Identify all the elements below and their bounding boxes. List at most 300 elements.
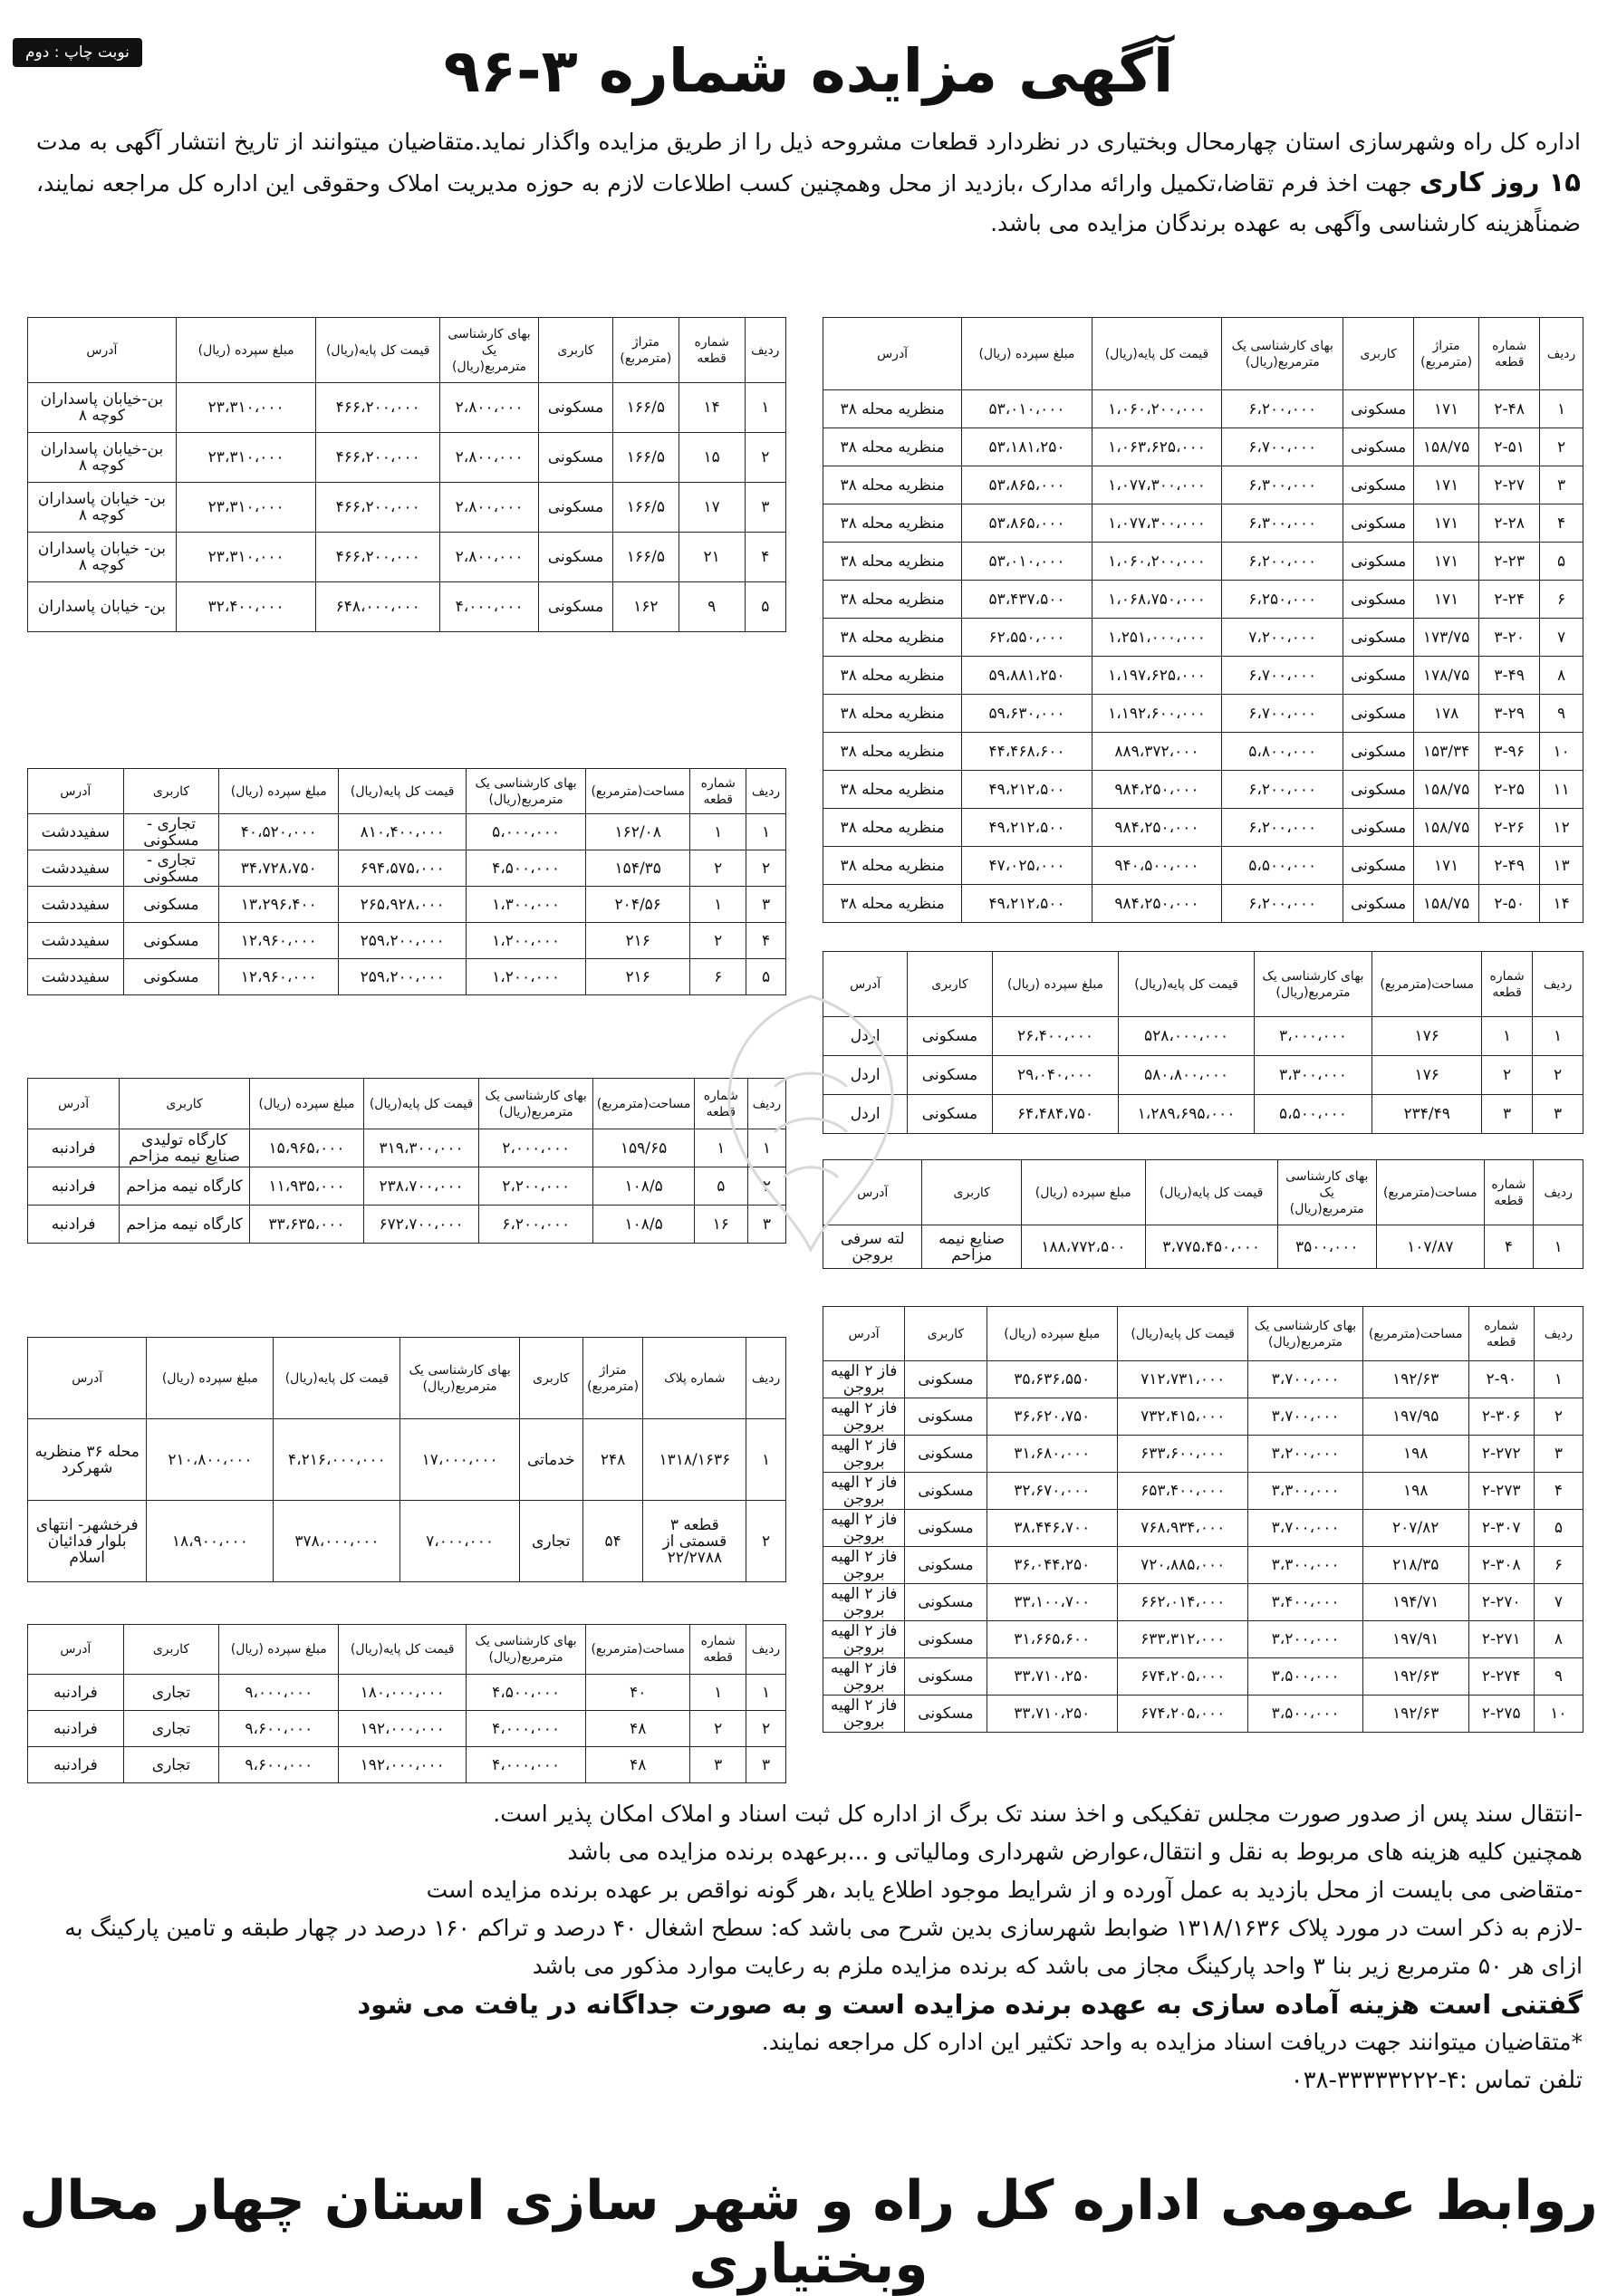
column-header: مبلغ سپرده (ریال) [962,318,1092,390]
column-header: مبلغ سپرده (ریال) [176,318,316,383]
table-cell: ۴ [1540,504,1583,543]
table-cell: ۷ [1534,1584,1583,1621]
table-cell: ۱ [690,814,746,850]
table-row [28,850,786,887]
table-cell: ۱،۰۶۳،۶۲۵،۰۰۰ [1092,428,1222,466]
column-header: قیمت کل پایه(ریال) [316,318,439,383]
table-cell: ۴،۰۰۰،۰۰۰ [439,582,538,632]
table-cell: ۳۱،۶۶۵،۶۰۰ [987,1621,1117,1658]
table-row [28,1711,786,1747]
table-cell: ۴،۲۱۶،۰۰۰،۰۰۰ [274,1419,400,1501]
column-header: کاربری [519,1338,582,1419]
table-cell: ۶۶۲،۰۱۴،۰۰۰ [1117,1584,1247,1621]
table-cell: ۶،۲۰۰،۰۰۰ [1222,885,1343,923]
table-cell: ۶ [1540,581,1583,619]
table-cell: منظریه محله ۳۸ [823,428,962,466]
table-cell: مسکونی [905,1473,987,1510]
table-cell: ۹ [1534,1658,1583,1696]
table-cell: ۲۳،۳۱۰،۰۰۰ [176,483,316,533]
table-cell: ۹ [679,582,745,632]
table-cell: ۲-۲۳ [1479,543,1540,581]
table-cell: ۱۳ [1540,847,1583,885]
column-header: بهای کارشناسی یک مترمربع(ریال) [1248,1307,1362,1361]
column-header: قیمت کل پایه(ریال) [1117,1307,1247,1361]
table-cell: ۶،۲۰۰،۰۰۰ [1222,771,1343,809]
table-cell: ۱۹۲،۰۰۰،۰۰۰ [339,1747,467,1783]
table-row [823,581,1583,619]
table-faradonbeh-commercial [27,1624,786,1783]
table-cell: ۲۱ [679,533,745,582]
table-cell: ۱ [745,383,785,433]
table-cell: ۴ [1484,1225,1534,1269]
table-cell: ۲۳۸،۷۰۰،۰۰۰ [364,1167,479,1206]
table-cell: ۹۴۰،۵۰۰،۰۰۰ [1092,847,1222,885]
table-cell: ۱،۰۶۰،۲۰۰،۰۰۰ [1092,543,1222,581]
table-cell: ۵۹،۸۸۱،۲۵۰ [962,657,1092,695]
table-row [823,657,1583,695]
table-cell: ۱۹۸ [1362,1436,1468,1473]
column-header: آدرس [823,952,908,1017]
table-cell: ۱۷۱ [1414,504,1479,543]
table-cell: ۲-۲۵ [1479,771,1540,809]
table-cell: ۲۱۸/۳۵ [1362,1547,1468,1584]
table-cell: مسکونی [908,1017,992,1056]
table-cell: مسکونی [1343,695,1414,733]
table-cell: فاز ۲ الهیه بروجن [823,1510,905,1547]
table-cell: ۱ [694,1129,747,1167]
table-cell: ۸ [1540,657,1583,695]
table-cell: ۲،۸۰۰،۰۰۰ [439,383,538,433]
table-cell: ۶۳۳،۳۱۲،۰۰۰ [1117,1621,1247,1658]
table-cell: ۳،۳۰۰،۰۰۰ [1248,1473,1362,1510]
table-cell: صنایع نیمه مزاحم [922,1225,1021,1269]
table-row [28,483,786,533]
table-cell: ۱۷۱ [1414,390,1479,428]
table-cell: ۲۱۰،۸۰۰،۰۰۰ [147,1419,274,1501]
table-cell: فاز ۲ الهیه بروجن [823,1361,905,1398]
table-cell: ۱،۲۰۰،۰۰۰ [467,923,586,959]
table-cell: ۳۴،۷۲۸،۷۵۰ [219,850,339,887]
table-cell: ۶۹۴،۵۷۵،۰۰۰ [339,850,467,887]
table-cell: ۲۱۶ [586,923,690,959]
column-header: متراژ (مترمربع) [1414,318,1479,390]
column-header: بهای کارشناسی یک مترمربع(ریال) [400,1338,519,1419]
table-cell: مسکونی [908,1095,992,1134]
column-header: بهای کارشناسی یک مترمربع(ریال) [1222,318,1343,390]
table-cell: ۱۸۸،۷۷۲،۵۰۰ [1021,1225,1145,1269]
column-header: شماره قطعه [1468,1307,1534,1361]
column-header: شماره قطعه [679,318,745,383]
table-cell: ۶ [1534,1547,1583,1584]
column-header: بهای کارشناسی یک مترمربع(ریال) [1277,1160,1376,1225]
table-cell: فرادنبه [28,1167,120,1206]
table-cell: ۲ [1482,1056,1533,1095]
table-ben-pasdaran [27,317,786,632]
table-cell: ۱۷،۰۰۰،۰۰۰ [400,1419,519,1501]
table-row [823,1017,1583,1056]
table-cell: ۴۶۶،۲۰۰،۰۰۰ [316,383,439,433]
table-cell: ۳،۳۰۰،۰۰۰ [1248,1547,1362,1584]
table-cell: مسکونی [539,383,613,433]
table-cell: ۵ [745,582,785,632]
table-cell: ۳ [746,887,786,923]
table-row [823,809,1583,847]
table-cell: ۴۶۶،۲۰۰،۰۰۰ [316,433,439,483]
table-cell: ۷۶۸،۹۳۴،۰۰۰ [1117,1510,1247,1547]
table-cell: ۵،۸۰۰،۰۰۰ [1222,733,1343,771]
column-header: کاربری [1343,318,1414,390]
table-cell: ۱۵۸/۷۵ [1414,885,1479,923]
table-row [823,1696,1583,1733]
table-cell: ۱ [1534,1225,1583,1269]
table-cell: تجاری [123,1711,219,1747]
table-cell: ۲-۲۷۱ [1468,1621,1534,1658]
column-header: قیمت کل پایه(ریال) [1092,318,1222,390]
footer-signature: روابط عمومی اداره کل راه و شهر سازی استان چهار محال وبختیاری [19,2169,1598,2296]
table-cell: ۱،۱۹۷،۶۲۵،۰۰۰ [1092,657,1222,695]
table-cell: ۱،۳۰۰،۰۰۰ [467,887,586,923]
column-header: مبلغ سپرده (ریال) [249,1079,364,1129]
table-cell: ۳،۲۰۰،۰۰۰ [1248,1436,1362,1473]
column-header: شماره قطعه [690,1625,746,1675]
table-cell: ۱۵۸/۷۵ [1414,428,1479,466]
table-cell: منظریه محله ۳۸ [823,657,962,695]
intro-text-1: اداره کل راه وشهرسازی استان چهارمحال وبختیاری در نظردارد قطعات مشروحه ذیل را از طریق مزایده واگذار نماید.متقاضیان میتوانند از تاریخ انتشار آگهی به مدت [36,129,1581,155]
table-cell: مسکونی [905,1621,987,1658]
table-cell: ۶۴،۴۸۴،۷۵۰ [992,1095,1119,1134]
column-header: آدرس [823,1307,905,1361]
column-header: شماره پلاک [643,1338,746,1419]
table-cell: ۱۹۷/۹۱ [1362,1621,1468,1658]
table-row [823,1621,1583,1658]
table-cell: ۲-۵۱ [1479,428,1540,466]
table-cell: کارگاه نیمه مزاحم [120,1167,249,1206]
note-costs: همچنین کلیه هزینه های مربوط به نقل و انتقال،عوارض شهرداری ومالیاتی و ...برعهده برنده مزایده می باشد [567,1839,1583,1865]
table-row [28,1167,786,1206]
table-cell: ۱۶۲ [612,582,679,632]
table-cell: ۲ [1540,428,1583,466]
table-cell: ۲-۲۷ [1479,466,1540,504]
table-cell: ۹،۶۰۰،۰۰۰ [219,1711,339,1747]
table-cell: مسکونی [1343,809,1414,847]
table-row [823,847,1583,885]
column-header: قیمت کل پایه(ریال) [364,1079,479,1129]
table-cell: ۲-۳۰۸ [1468,1547,1534,1584]
table-cell: ۳،۰۰۰،۰۰۰ [1254,1017,1372,1056]
table-cell: بن- خیابان پاسداران کوچه ۸ [28,533,177,582]
table-cell: ۳،۴۰۰،۰۰۰ [1248,1584,1362,1621]
table-cell: فاز ۲ الهیه بروجن [823,1398,905,1436]
table-cell: ۶ [690,959,746,995]
table-cell: ۲-۹۰ [1468,1361,1534,1398]
note-visit: -متقاضی می بایست از محل بازدید به عمل آورده و از شرایط موجود اطلاع یابد ،هر گونه نواقص بر عهده برنده مزایده است [426,1877,1583,1903]
table-cell: مسکونی [1343,657,1414,695]
table-cell: منظریه محله ۳۸ [823,809,962,847]
table-cell: فرخشهر- انتهای بلوار فدائیان اسلام [28,1501,147,1582]
table-cell: ۶۳۳،۶۰۰،۰۰۰ [1117,1436,1247,1473]
table-ardal [823,951,1583,1134]
table-cell: ۴۸ [586,1747,690,1783]
table-cell: مسکونی [905,1361,987,1398]
table-cell: ۶،۳۰۰،۰۰۰ [1222,466,1343,504]
table-cell: مسکونی [1343,390,1414,428]
table-cell: ۹ [1540,695,1583,733]
table-cell: ۵ [694,1167,747,1206]
table-cell: ۲ [746,1501,786,1582]
table-cell: ۴۶۶،۲۰۰،۰۰۰ [316,483,439,533]
table-cell: ۱۷۱ [1414,543,1479,581]
table-cell: ۱۴ [679,383,745,433]
table-cell: محله ۳۶ منظریه شهرکرد [28,1419,147,1501]
table-cell: منظریه محله ۳۸ [823,466,962,504]
table-cell: اردل [823,1017,908,1056]
table-cell: ۲۵۹،۲۰۰،۰۰۰ [339,923,467,959]
table-cell: ۴۸ [586,1711,690,1747]
table-cell: ۶،۲۵۰،۰۰۰ [1222,581,1343,619]
column-header: مساحت(مترمربع) [1376,1160,1484,1225]
table-cell: ۳،۵۰۰،۰۰۰ [1248,1658,1362,1696]
table-cell: ۱۵۹/۶۵ [593,1129,694,1167]
table-cell: ۱۷۳/۷۵ [1414,619,1479,657]
table-cell: ۲۰۴/۵۶ [586,887,690,923]
table-cell: ۳۸،۴۴۶،۷۰۰ [987,1510,1117,1547]
table-cell: ۵۳،۸۶۵،۰۰۰ [962,466,1092,504]
table-row [823,1361,1583,1398]
table-cell: خدماتی [519,1419,582,1501]
table-cell: ۳۵،۶۳۶،۵۵۰ [987,1361,1117,1398]
table-cell: ۴ [745,533,785,582]
table-cell: ۳-۹۶ [1479,733,1540,771]
table-cell: ۵۲۸،۰۰۰،۰۰۰ [1119,1017,1254,1056]
table-row [823,885,1583,923]
table-cell: مسکونی [1343,847,1414,885]
intro-text-2: جهت اخذ فرم تقاضا،تکمیل وارائه مدارک ،بازدید از محل وهمچنین کسب اطلاعات لازم به حوزه مدیریت املاک وحقوقی این اداره کل مراجعه نمایند، ضمناًهزینه کارشناسی وآگهی به عهده برندگان مزایده می باشد. [36,170,1581,236]
table-cell: ۲ [746,1711,786,1747]
table-cell: ۲ [690,923,746,959]
table-cell: ۷۲۰،۸۸۵،۰۰۰ [1117,1547,1247,1584]
table-cell: مسکونی [1343,428,1414,466]
table-cell: ۴،۰۰۰،۰۰۰ [467,1747,586,1783]
table-cell: ۱۹۲/۶۳ [1362,1658,1468,1696]
table-cell: ۲۳،۳۱۰،۰۰۰ [176,433,316,483]
page-title: آگهی مزایده شماره ۳-۹۶ [443,36,1174,106]
table-cell: ۳-۲۰ [1479,619,1540,657]
table-faradonbeh-workshops [27,1078,786,1244]
table-cell: ۳،۵۰۰،۰۰۰ [1248,1696,1362,1733]
column-header: مساحت(مترمربع) [593,1079,694,1129]
table-cell: ۱،۲۰۰،۰۰۰ [467,959,586,995]
column-header: مبلغ سپرده (ریال) [219,1625,339,1675]
table-cell: ۲ [1533,1056,1583,1095]
column-header: شماره قطعه [1479,318,1540,390]
column-header: آدرس [28,1338,147,1419]
column-header: قیمت کل پایه(ریال) [1145,1160,1277,1225]
table-cell: ۱ [690,887,746,923]
column-header: آدرس [28,1079,120,1129]
table-cell: مسکونی [905,1547,987,1584]
table-cell: ۱ [746,1675,786,1711]
table-cell: فاز ۲ الهیه بروجن [823,1658,905,1696]
table-cell: ۱۵۴/۳۵ [586,850,690,887]
table-cell: منظریه محله ۳۸ [823,885,962,923]
table-cell: ۲۳،۳۱۰،۰۰۰ [176,383,316,433]
table-cell: ۵ [746,959,786,995]
contact-phone: تلفن تماس :۴-۳۳۳۳۳۲۲۲-۰۳۸ [1290,2067,1583,2094]
table-cell: سفیددشت [28,959,124,995]
table-cell: ۹۸۴،۲۵۰،۰۰۰ [1092,885,1222,923]
table-row [823,1658,1583,1696]
table-cell: فاز ۲ الهیه بروجن [823,1696,905,1733]
table-cell: مسکونی [539,433,613,483]
column-header: شماره قطعه [1484,1160,1534,1225]
column-header: کاربری [908,952,992,1017]
table-cell: ۳۲،۴۰۰،۰۰۰ [176,582,316,632]
table-cell: مسکونی [1343,543,1414,581]
table-cell: ۱۵،۹۶۵،۰۰۰ [249,1129,364,1167]
table-cell: لته سرفی بروجن [823,1225,922,1269]
table-cell: ۴۰،۵۲۰،۰۰۰ [219,814,339,850]
table-cell: ۱۹۲،۰۰۰،۰۰۰ [339,1711,467,1747]
table-cell: ۸۸۹،۳۷۲،۰۰۰ [1092,733,1222,771]
table-cell: مسکونی [1343,466,1414,504]
table-cell: ۱۵ [679,433,745,483]
table-cell: ۲،۸۰۰،۰۰۰ [439,483,538,533]
table-cell: ۲۰۷/۸۲ [1362,1510,1468,1547]
table-cell: ۴۴،۴۶۸،۶۰۰ [962,733,1092,771]
table-cell: ۲-۳۰۶ [1468,1398,1534,1436]
column-header: قیمت کل پایه(ریال) [339,1625,467,1675]
table-cell: ۴۰ [586,1675,690,1711]
table-cell: ۱ [1533,1017,1583,1056]
table-cell: تجاری [123,1675,219,1711]
table-row [28,1129,786,1167]
table-cell: ۱۶۶/۵ [612,483,679,533]
table-cell: ۱،۲۸۹،۶۹۵،۰۰۰ [1119,1095,1254,1134]
table-cell: اردل [823,1056,908,1095]
table-cell: ۳ [1534,1436,1583,1473]
table-cell: ۷ [1540,619,1583,657]
column-header: بهای کارشناسی یک مترمربع(ریال) [1254,952,1372,1017]
column-header: مساحت(مترمربع) [1372,952,1482,1017]
table-cell: ۳۷۸،۰۰۰،۰۰۰ [274,1501,400,1582]
table-cell: ۱۳۱۸/۱۶۳۶ [643,1419,746,1501]
table-cell: ۵۸۰،۸۰۰،۰۰۰ [1119,1056,1254,1095]
table-cell: ۶،۷۰۰،۰۰۰ [1222,695,1343,733]
table-row [823,1398,1583,1436]
table-row [823,695,1583,733]
table-cell: مسکونی [908,1056,992,1095]
table-cell: سفیددشت [28,814,124,850]
column-header: کاربری [922,1160,1021,1225]
table-cell: ۵۳،۰۱۰،۰۰۰ [962,543,1092,581]
table-cell: ۲،۰۰۰،۰۰۰ [478,1129,593,1167]
table-cell: ۳۲،۶۷۰،۰۰۰ [987,1473,1117,1510]
column-header: ردیف [746,1625,786,1675]
table-cell: ۳ [690,1747,746,1783]
table-row [28,383,786,433]
table-cell: ۱ [1482,1017,1533,1056]
table-cell: ۳۶،۶۲۰،۷۵۰ [987,1398,1117,1436]
table-row [823,1584,1583,1621]
table-row [823,428,1583,466]
table-cell: ۲-۲۷۰ [1468,1584,1534,1621]
column-header: متراژ (مترمربع) [582,1338,643,1419]
table-cell: ۳،۷۰۰،۰۰۰ [1248,1361,1362,1398]
table-cell: ۶،۲۰۰،۰۰۰ [1222,390,1343,428]
table-row [823,771,1583,809]
table-cell: ۳ [1533,1095,1583,1134]
table-row [823,619,1583,657]
table-cell: ۶۴۸،۰۰۰،۰۰۰ [316,582,439,632]
table-cell: بن-خیابان پاسداران کوچه ۸ [28,433,177,483]
table-cell: ۳،۳۰۰،۰۰۰ [1254,1056,1372,1095]
table-cell: مسکونی [1343,733,1414,771]
table-cell: کارگاه تولیدی صنایع نیمه مزاحم [120,1129,249,1167]
table-cell: ۶،۳۰۰،۰۰۰ [1222,504,1343,543]
table-cell: ۲۹،۰۴۰،۰۰۰ [992,1056,1119,1095]
table-cell: ۲۴۸ [582,1419,643,1501]
table-cell: ۳۳،۷۱۰،۲۵۰ [987,1658,1117,1696]
table-cell: ۱۷۱ [1414,847,1479,885]
table-cell: ۳-۲۹ [1479,695,1540,733]
column-header: کاربری [123,1625,219,1675]
column-header: بهای کارشناسی یک مترمربع(ریال) [439,318,538,383]
table-cell: ۱۶۶/۵ [612,433,679,483]
table-cell: ۱،۰۷۷،۳۰۰،۰۰۰ [1092,466,1222,504]
table-cell: مسکونی [1343,771,1414,809]
column-header: مبلغ سپرده (ریال) [147,1338,274,1419]
table-row [28,1675,786,1711]
table-cell: ۴،۵۰۰،۰۰۰ [467,850,586,887]
table-cell: ۵۳،۰۱۰،۰۰۰ [962,390,1092,428]
column-header: مساحت(مترمربع) [1362,1307,1468,1361]
table-cell: ۲۶۵،۹۲۸،۰۰۰ [339,887,467,923]
table-cell: ۲-۴۸ [1479,390,1540,428]
table-cell: ۳ [745,483,785,533]
table-cell: بن- خیابان پاسداران کوچه ۸ [28,483,177,533]
table-cell: بن-خیابان پاسداران کوچه ۸ [28,383,177,433]
table-cell: ۴۶۶،۲۰۰،۰۰۰ [316,533,439,582]
table-cell: ۳۳،۱۰۰،۷۰۰ [987,1584,1117,1621]
table-cell: ۱۶۶/۵ [612,533,679,582]
table-cell: ۱۰۸/۵ [593,1167,694,1206]
column-header: قیمت کل پایه(ریال) [274,1338,400,1419]
table-cell: ۶۷۴،۲۰۵،۰۰۰ [1117,1696,1247,1733]
table-cell: ۲۱۶ [586,959,690,995]
table-cell: سفیددشت [28,887,124,923]
table-cell: فاز ۲ الهیه بروجن [823,1584,905,1621]
table-cell: ۱۵۸/۷۵ [1414,771,1479,809]
table-cell: ۱۰ [1534,1696,1583,1733]
table-cell: ۱۴ [1540,885,1583,923]
table-cell: ۴ [746,923,786,959]
table-cell: ۴ [1534,1473,1583,1510]
column-header: قیمت کل پایه(ریال) [1119,952,1254,1017]
table-row [823,1095,1583,1134]
table-row [823,1547,1583,1584]
column-header: کاربری [539,318,613,383]
column-header: آدرس [823,1160,922,1225]
table-cell: مسکونی [905,1696,987,1733]
table-cell: ۷،۲۰۰،۰۰۰ [1222,619,1343,657]
table-cell: ۳-۴۹ [1479,657,1540,695]
column-header: مبلغ سپرده (ریال) [992,952,1119,1017]
table-cell: ۱۷ [679,483,745,533]
column-header: ردیف [1534,1307,1583,1361]
column-header: آدرس [823,318,962,390]
column-header: ردیف [746,769,786,814]
table-cell: ۳ [747,1206,785,1244]
